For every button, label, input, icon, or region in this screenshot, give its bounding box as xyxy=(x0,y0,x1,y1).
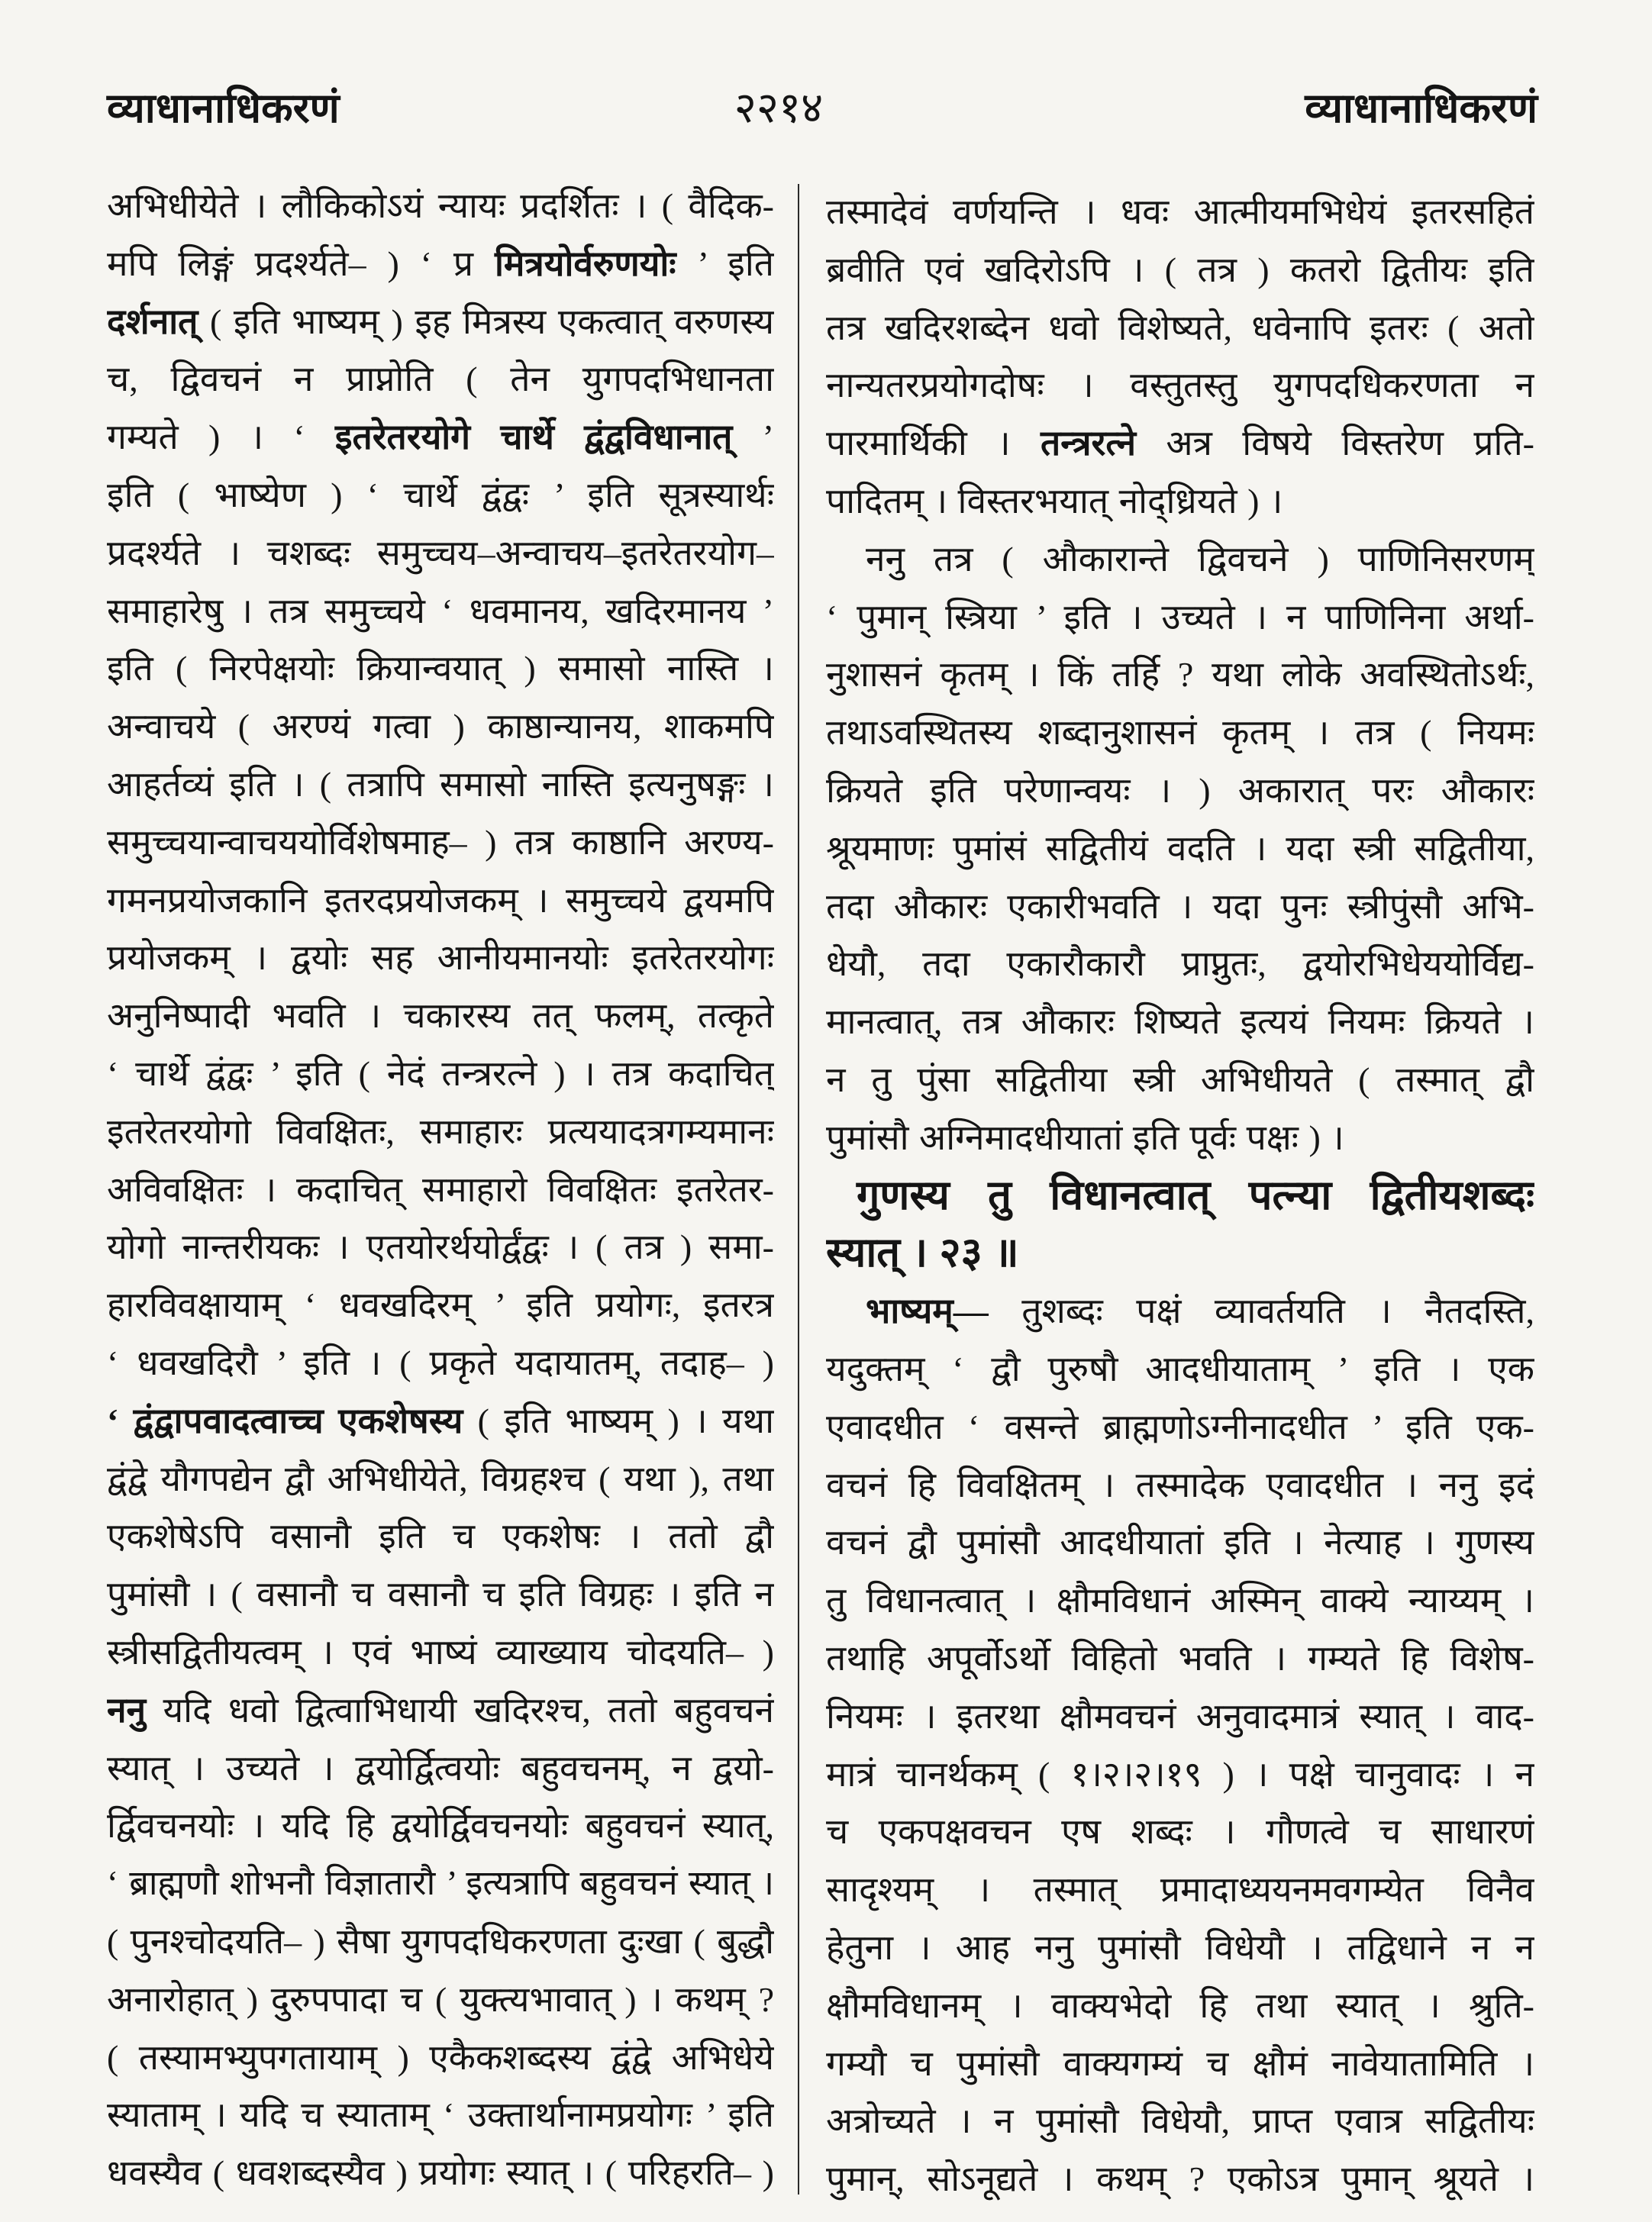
left-column-line xyxy=(107,1971,774,2029)
right-column-line xyxy=(826,1572,1534,1630)
line-text: ‘ पुमान् स्त्रिया ’ इति । उच्यते । न पाणिनिना अर्था- xyxy=(826,597,1534,637)
sutra-line xyxy=(826,1224,1534,1282)
bold-text: ‘ द्वंद्वापवादत्वाच्च एकशेषस्य xyxy=(107,1401,463,1440)
line-text: अत्र विषये विस्तरेण प्रति- xyxy=(1136,424,1534,463)
line-text: श्रूयमाणः पुमांसं सद्वितीयं वदति । यदा स्त्री सद्वितीया, xyxy=(826,828,1534,868)
line-text: तत्र खदिरशब्देन धवो विशेष्यते, धवेनापि इतरः ( अतो xyxy=(826,308,1534,347)
line-text: तदा औकारः एकारीभवति । यदा पुनः स्त्रीपुंसौ अभि- xyxy=(826,886,1534,926)
left-column-line xyxy=(107,929,774,987)
line-text: इति ( निरपेक्षयोः क्रियान्वयात् ) समासो नास्ति । xyxy=(107,649,774,689)
line-text: नान्यतरप्रयोगदोषः । वस्तुतस्तु युगपदधिकरणता न xyxy=(826,366,1534,405)
left-column-line xyxy=(107,640,774,698)
line-text: ब्रवीति एवं खदिरोऽपि । ( तत्र ) कतरो द्वितीयः इति xyxy=(826,250,1534,289)
right-column-line xyxy=(826,820,1534,878)
left-column-line xyxy=(107,872,774,930)
line-text: ‘ चार्थे द्वंद्वः ’ इति ( नेदं तन्त्ररत्ने ) । तत्र कदाचित् xyxy=(107,1053,774,1093)
right-column-line xyxy=(826,1861,1534,1919)
line-text: ( इति भाष्यम् ) । यथा xyxy=(463,1401,774,1440)
line-text: पुमान्, सोऽनूद्यते । कथम् ? एकोऽत्र पुमान् श्रूयते । xyxy=(826,2159,1534,2199)
line-text: मानत्वात्, तत्र औकारः शिष्यते इत्ययं नियमः क्रियते । xyxy=(826,1002,1534,1042)
line-text: ( इति भाष्यम् ) इह मित्रस्य एकत्वात् वरुणस्य xyxy=(198,302,774,341)
line-text: ‘ धवखदिरौ ’ इति । ( प्रकृते यदायातम्, तदाह– ) xyxy=(107,1343,774,1382)
right-column-line xyxy=(826,356,1534,414)
line-text: अन्वाचये ( अरण्यं गत्वा ) काष्ठान्यानय, शाकमपि xyxy=(107,707,774,747)
right-column-line xyxy=(826,762,1534,820)
right-column-line xyxy=(826,531,1534,589)
right-column-line xyxy=(826,1109,1534,1167)
left-column-line xyxy=(107,466,774,524)
line-text: तथाहि अपूर्वोऽर्थो विहितो भवति । गम्यते हि विशेष- xyxy=(826,1638,1534,1678)
line-text: ‘ ब्राह्मणौ शोभनौ विज्ञातारौ ’ इत्यत्रापि बहुवचनं स्यात् । xyxy=(107,1864,774,1903)
line-text: स्त्रीसद्वितीयत्वम् । एवं भाष्यं व्याख्याय चोदयति– ) xyxy=(107,1632,774,1672)
left-column-line xyxy=(107,408,774,466)
right-column-line xyxy=(826,935,1534,993)
left-column-line xyxy=(107,350,774,408)
line-text: ननु तत्र ( औकारान्ते द्विवचने ) पाणिनिसरणम् xyxy=(866,539,1534,579)
right-column-line xyxy=(826,1688,1534,1746)
left-column-line xyxy=(107,1392,774,1450)
left-column-line xyxy=(107,524,774,582)
bold-text: भाष्यम्— xyxy=(866,1292,989,1331)
line-text: वचनं हि विवक्षितम् । तस्मादेक एवादधीत । ननु इदं xyxy=(826,1465,1534,1504)
line-text: स्यात् । २३ ॥ xyxy=(826,1230,1019,1276)
right-column-line xyxy=(826,414,1534,472)
line-text: अत्रोच्यते । न पुमांसौ विधेयौ, प्राप्त एवात्र सद्वितीयः xyxy=(826,2101,1534,2141)
line-text: अनारोहात् ) दुरुपपादा च ( युक्त्यभावात् ) । कथम् ? xyxy=(107,1979,774,2019)
running-head-left: व्याधानाधिकरणं xyxy=(107,85,340,131)
line-text: मपि लिङ्गं प्रदर्श्यते– ) ‘ प्र xyxy=(107,243,495,283)
line-text: धेयौ, तदा एकारौकारौ प्राप्नुतः, द्वयोरभिधेययोर्विद्य- xyxy=(826,944,1534,984)
left-column-line xyxy=(107,1276,774,1334)
line-text: च एकपक्षवचन एष शब्दः । गौणत्वे च साधारणं xyxy=(826,1812,1534,1852)
right-column-line xyxy=(826,878,1534,936)
left-column-line xyxy=(107,814,774,872)
right-column-line xyxy=(826,2035,1534,2093)
line-text: गुणस्य तु विधानत्वात् पत्न्या द्वितीयशब्दः xyxy=(857,1172,1534,1218)
left-column-line xyxy=(107,1161,774,1219)
right-column-line xyxy=(826,1977,1534,2035)
line-text: पुमांसौ । ( वसानौ च वसानौ च इति विग्रहः । इति न xyxy=(107,1575,774,1614)
line-text: क्रियते इति परेणान्वयः । ) अकारात् परः औकारः xyxy=(826,770,1534,810)
line-text: समाहारेषु । तत्र समुच्चये ‘ धवमानय, खदिरमानय ’ xyxy=(107,591,774,630)
sutra-line xyxy=(826,1167,1534,1225)
left-column-line xyxy=(107,1566,774,1624)
right-column-line xyxy=(826,704,1534,762)
right-column-line xyxy=(826,472,1534,531)
line-text: स्याताम् । यदि च स्याताम् ‘ उक्तार्थानामप्रयोगः ’ इति xyxy=(107,2095,774,2135)
left-column-line xyxy=(107,987,774,1045)
line-text: ( तस्यामभ्युपगतायाम् ) एकैकशब्दस्य द्वंद्वे अभिधेये xyxy=(107,2037,774,2077)
line-text: हारविवक्षायाम् ‘ धवखदिरम् ’ इति प्रयोगः, इतरत्र xyxy=(107,1285,774,1325)
line-text: इतरेतरयोगो विवक्षितः, समाहारः प्रत्ययादत्रगम्यमानः xyxy=(107,1111,774,1151)
left-column-line xyxy=(107,1682,774,1740)
page-number: २२१४ xyxy=(734,85,824,132)
left-column-line xyxy=(107,1740,774,1798)
left-column-line xyxy=(107,1103,774,1161)
right-column-line xyxy=(826,2150,1534,2208)
line-text: एकशेषेऽपि वसानौ इति च एकशेषः । ततो द्वौ xyxy=(107,1517,774,1556)
line-text: गमनप्रयोजकानि इतरदप्रयोजकम् । समुच्चये द्वयमपि xyxy=(107,880,774,920)
line-text: तु विधानत्वात् । क्षौमविधानं अस्मिन् वाक्ये न्याय्यम् । xyxy=(826,1581,1534,1621)
right-column-line xyxy=(826,299,1534,357)
line-text: ( पुनश्चोदयति– ) सैषा युगपदधिकरणता दुःखा ( बुद्धौ xyxy=(107,1921,774,1961)
right-column-line xyxy=(826,241,1534,299)
left-column-line xyxy=(107,582,774,640)
right-column-line xyxy=(826,993,1534,1051)
left-column-line xyxy=(107,756,774,814)
line-text: गम्यौ च पुमांसौ वाक्यगम्यं च क्षौमं नावेयातामिति । xyxy=(826,2043,1534,2083)
line-text: एवादधीत ‘ वसन्ते ब्राह्मणोऽग्नीनादधीत ’ इति एक- xyxy=(826,1407,1534,1446)
left-column-line xyxy=(107,1508,774,1566)
line-text: पुमांसौ अग्निमादधीयातां इति पूर्वः पक्षः ) । xyxy=(826,1117,1344,1157)
line-text: आहर्तव्यं इति । ( तत्रापि समासो नास्ति इत्यनुषङ्गः । xyxy=(107,764,774,804)
running-head-right: व्याधानाधिकरणं xyxy=(1305,85,1537,131)
left-column-line xyxy=(107,1450,774,1508)
line-text: प्रदर्श्यते । चशब्दः समुच्चय–अन्वाचय–इतरेतरयोग– xyxy=(107,533,774,572)
right-text-column xyxy=(826,183,1534,2214)
line-text: ’ इति xyxy=(676,243,774,283)
right-column-line xyxy=(826,1630,1534,1688)
bold-text: तन्त्ररत्ने xyxy=(1040,424,1136,463)
line-text: च, द्विवचनं न प्राप्नोति ( तेन युगपदभिधानता xyxy=(107,360,774,399)
right-column-line xyxy=(826,1514,1534,1572)
right-column-line xyxy=(826,1746,1534,1804)
line-text: यदि धवो द्वित्वाभिधायी खदिरश्च, ततो बहुवचनं xyxy=(146,1690,774,1730)
line-text: योगो नान्तरीयकः । एतयोरर्थयोर्द्वंद्वः । ( तत्र ) समा- xyxy=(107,1227,774,1267)
bold-text: दर्शनात् xyxy=(107,302,198,341)
left-column-line xyxy=(107,1855,774,1913)
left-text-column xyxy=(107,177,774,2207)
column-divider xyxy=(798,184,799,2195)
left-column-line xyxy=(107,2029,774,2087)
line-text: समुच्चयान्वाचययोर्विशेषमाह– ) तत्र काष्ठानि अरण्य- xyxy=(107,822,774,862)
line-text: अभिधीयेते । लौकिकोऽयं न्यायः प्रदर्शितः । ( वैदिक- xyxy=(107,186,774,225)
right-column-line xyxy=(826,2092,1534,2150)
line-text: तुशब्दः पक्षं व्यावर्तयति । नैतदस्ति, xyxy=(988,1292,1534,1331)
right-column-line xyxy=(826,589,1534,647)
right-column-line xyxy=(826,1282,1534,1340)
right-column-line xyxy=(826,1398,1534,1456)
left-column-line xyxy=(107,1624,774,1682)
left-column-line xyxy=(107,1797,774,1855)
line-text: अविवक्षितः । कदाचित् समाहारो विवक्षितः इतरेतर- xyxy=(107,1169,774,1209)
right-column-line xyxy=(826,1456,1534,1514)
line-text: इति ( भाष्येण ) ‘ चार्थे द्वंद्वः ’ इति सूत्रस्यार्थः xyxy=(107,475,774,514)
line-text: गम्यते ) । ‘ xyxy=(107,418,335,457)
left-column-line xyxy=(107,1218,774,1276)
right-column-line xyxy=(826,1051,1534,1109)
line-text: र्द्विवचनयोः । यदि हि द्वयोर्द्विवचनयोः बहुवचनं स्यात्, xyxy=(107,1806,774,1846)
line-text: तस्मादेवं वर्णयन्ति । धवः आत्मीयमभिधेयं इतरसहितं xyxy=(826,192,1534,231)
line-text: ’ xyxy=(732,418,774,457)
line-text: नुशासनं कृतम् । किं तर्हि ? यथा लोके अवस्थितोऽर्थः, xyxy=(826,655,1534,695)
line-text: मात्रं चानर्थकम् ( १।२।२।१९ ) । पक्षे चानुवादः । न xyxy=(826,1754,1534,1794)
right-column-line xyxy=(826,183,1534,241)
line-text: प्रयोजकम् । द्वयोः सह आनीयमानयोः इतरेतरयोगः xyxy=(107,938,774,978)
line-text: यदुक्तम् ‘ द्वौ पुरुषौ आदधीयाताम् ’ इति । एक xyxy=(826,1349,1534,1388)
left-column-line xyxy=(107,293,774,351)
line-text: वचनं द्वौ पुमांसौ आदधीयातां इति । नेत्याह । गुणस्य xyxy=(826,1523,1534,1562)
line-text: पादितम् । विस्तरभयात् नोद्ध्रियते ) । xyxy=(826,481,1283,521)
line-text: नियमः । इतरथा क्षौमवचनं अनुवादमात्रं स्यात् । वाद- xyxy=(826,1696,1534,1736)
line-text: स्यात् । उच्यते । द्वयोर्द्वित्वयोः बहुवचनम्, न द्वयो- xyxy=(107,1748,774,1788)
left-column-line xyxy=(107,1045,774,1103)
right-column-line xyxy=(826,646,1534,704)
line-text: तथाऽवस्थितस्य शब्दानुशासनं कृतम् । तत्र ( नियमः xyxy=(826,713,1534,753)
line-text: धवस्यैव ( धवशब्दस्यैव ) प्रयोगः स्यात् । ( परिहरति– ) xyxy=(107,2153,774,2193)
line-text: अनुनिष्पादी भवति । चकारस्य तत् फलम्, तत्कृते xyxy=(107,996,774,1036)
left-column-line xyxy=(107,235,774,293)
line-text: हेतुना । आह ननु पुमांसौ विधेयौ । तद्विधाने न न xyxy=(826,1927,1534,1967)
right-column-line xyxy=(826,1803,1534,1861)
line-text: द्वंद्वे यौगपद्येन द्वौ अभिधीयेते, विग्रहश्च ( यथा ), तथा xyxy=(107,1459,774,1498)
left-column-line xyxy=(107,2144,774,2202)
left-column-line xyxy=(107,2086,774,2144)
left-column-line xyxy=(107,177,774,235)
line-text: क्षौमविधानम् । वाक्यभेदो हि तथा स्यात् । श्रुति- xyxy=(826,1985,1534,2025)
bold-text: मित्रयोर्वरुणयोः xyxy=(494,243,676,283)
right-column-line xyxy=(826,1919,1534,1977)
line-text: सादृश्यम् । तस्मात् प्रमादाध्ययनमवगम्येत विनैव xyxy=(826,1870,1534,1910)
left-column-line xyxy=(107,1334,774,1392)
line-text: पारमार्थिकी । xyxy=(826,424,1041,463)
left-column-line xyxy=(107,1913,774,1971)
bold-text: ननु xyxy=(107,1690,147,1730)
right-column-line xyxy=(826,1340,1534,1398)
left-column-line xyxy=(107,698,774,756)
line-text: न तु पुंसा सद्वितीया स्त्री अभिधीयते ( तस्मात् द्वौ xyxy=(826,1059,1534,1099)
bold-text: इतरेतरयोगे चार्थे द्वंद्वविधानात् xyxy=(334,418,733,457)
